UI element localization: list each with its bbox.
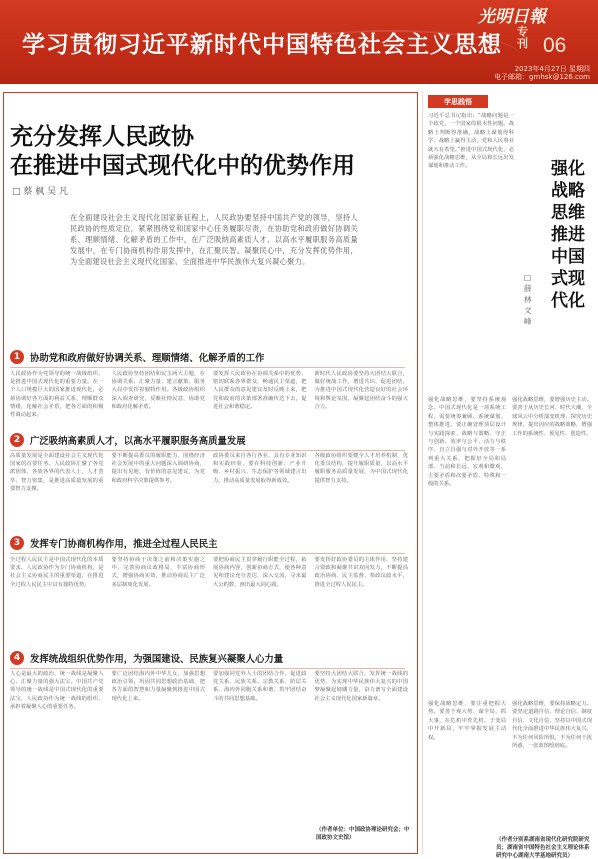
- text-column: 人民政协作为党领导的统一战线组织，是推进中国式现代化的重要力量。在一个人口规模巨大的国家推进现代化，必须协调好各方面的利益关系，理顺群众情绪，化解社会矛盾，把各方面的积极性调动起来。: [10, 371, 104, 419]
- section-heading-4: [10, 650, 405, 666]
- page-banner: [0, 0, 598, 84]
- side-headline: 强化战略思维 推进中国式现代化: [551, 159, 585, 311]
- text-column: 要发挥好政协委员的主体作用，坚持建言资政和凝聚共识双向发力，不断提高政治协商、民主监督、参政议政水平，推进全过程人民民主。: [314, 557, 408, 588]
- side-text-column-d: 强化战略思维，要保持战略定力。要坚定道路自信、理论自信、制度自信、文化自信，坚持以中国式现代化全面推进中华民族伟大复兴，不为任何风险所惧，不为任何干扰所惑，一张蓝图绘到底。: [512, 701, 592, 750]
- side-text-column-c: 强化战略思维，要注重把握大势。要善于观大势、谋全局、抓大事，在危机中育先机、于变局中开新局，牢牢掌握发展主动权。: [428, 701, 506, 741]
- side-text-column-b: 强化战略思维，要增强历史主动。要善于从历史长河、时代大潮、全球风云中分析演变机理、探究历史规律，提出因应的战略策略，增强工作的系统性、预见性、创造性。: [512, 397, 592, 437]
- banner-title: 学习贯彻习近平新时代中国特色社会主义思想: [22, 32, 502, 58]
- feature-tag: 学思践悟: [428, 95, 488, 108]
- text-column: 要把协商民主贯穿履行职能全过程，拓展协商内容，创新协商方式，使各种意见和建议充分表达、深入交流，寻求最大公约数、画出最大同心圆。: [213, 557, 307, 588]
- text-column: 要加强同党外人士的团结合作，促进政党关系、民族关系、宗教关系、阶层关系、海内外同胞关系和谐，筑牢团结奋斗的共同思想基础。: [213, 671, 307, 702]
- text-column: 要坚持大团结大联合，发挥统一战线的优势，为实现中华民族伟大复兴的中国梦凝聚起磅礴力量，奋力谱写全面建设社会主义现代化国家新篇章。: [314, 671, 408, 702]
- section-heading-1: [10, 349, 405, 365]
- section-title: 协助党和政府做好协调关系、理顺情绪、化解矛盾的工作: [30, 353, 265, 364]
- text-column: 人民政协坚持团结和民主两大主题，在协调关系、汇聚力量、建言献策、服务大局中发挥着独特作用。各级政协组织深入调查研究，反映社情民意，协助党和政府化解矛盾。: [111, 371, 205, 410]
- side-author: □ 薛 林 文 峰: [524, 273, 532, 326]
- article-credit: （作者单位：中国政协理论研究会；中国政协文史馆）: [316, 827, 410, 841]
- editor-email: 电子邮箱：gmhsk@126.com: [494, 73, 590, 81]
- section-number-badge: 3: [10, 536, 24, 550]
- section-body-3: [10, 556, 408, 648]
- text-column: 全过程人民民主是中国式现代化的本质要求。人民政协作为专门协商机构，是社会主义协商民主的重要渠道，在推进全过程人民民主中具有独特优势。: [10, 557, 104, 588]
- banner-subtitle: 专刊: [517, 25, 528, 50]
- newspaper-logo: 光明日報: [478, 7, 546, 27]
- text-column: 新时代人民政协要坚持大团结大联合，做好统战工作，增进共识、促进团结，为推进中国式现代化营造良好的社会环境和舆论氛围，凝聚起团结奋斗的强大合力。: [314, 371, 408, 410]
- text-column: 要发挥人民政协在协调关系中的优势，密切联系各界群众，畅通民主渠道，把人民群众的意见建议及时反映上来，把党和政府的决策部署准确传达下去，促进社会和谐稳定。: [213, 371, 307, 410]
- text-column: 要广泛团结海内外中华儿女，加强思想政治引领，巩固共同思想政治基础，把各方面的智慧和力量凝聚到推进中国式现代化上来。: [111, 671, 205, 702]
- section-number-badge: 4: [10, 651, 24, 665]
- article-headline: [10, 122, 355, 180]
- section-title: 广泛吸纳高素质人才，以高水平履职服务高质量发展: [30, 436, 246, 447]
- section-heading-2: [10, 432, 405, 448]
- section-body-2: [10, 452, 408, 532]
- article-byline: □ 蔡 枫 吴 凡: [12, 187, 68, 197]
- side-intro-text: 习近平总书记指出：“战略问题是一个政党、一个国家的根本性问题。战略上判断得准确，战略上谋划得科学，战略上赢得主动，党和人民事业就大有希望。”推进中国式现代化，必须强化战略思维，从全局和长远出发谋划和推动工作。: [428, 113, 514, 170]
- section-body-1: [10, 370, 408, 432]
- text-column: 政协委员来自各行各业，具有专业知识和实践经验，要在科技创新、产业升级、乡村振兴、生态保护等领域建言出力，推动高质量发展取得新成效。: [213, 453, 307, 484]
- section-divider: [10, 668, 405, 669]
- text-column: 人心是最大的政治，统一战线是凝聚人心、汇聚力量的强大法宝。中国共产党领导的统一战线是中国式现代化的重要法宝，人民政协作为统一战线的组织，承担着凝聚人心的重要任务。: [10, 671, 104, 710]
- section-title: 发挥统战组织优势作用，为强国建设、民族复兴凝聚人心力量: [30, 654, 284, 665]
- text-column: 各级政协组织要健全人才培养机制，优化委员结构，提升履职质量，以高水平履职服务高质量发展，为中国式现代化提供智力支持。: [314, 453, 408, 484]
- section-title: 发挥专门协商机构作用，推进全过程人民民主: [30, 539, 218, 550]
- section-divider: [10, 553, 405, 554]
- section-body-4: [10, 670, 408, 820]
- headline-line-2: 在推进中国式现代化中的优势作用: [10, 152, 355, 179]
- section-number-badge: 1: [10, 350, 24, 364]
- section-heading-3: [10, 535, 405, 551]
- text-column: 高质量发展是全面建设社会主义现代化国家的首要任务。人民政协汇聚了各党派团体、各族各界的代表人士，人才荟萃、智力密集，是推进高质量发展的重要智力支撑。: [10, 453, 104, 492]
- headline-line-1: 充分发挥人民政协: [10, 123, 194, 150]
- section-number-badge: 2: [10, 433, 24, 447]
- text-column: 要不断提高委员的履职能力，围绕经济社会发展中的重大问题深入调研协商，提出有见地、有价值的意见建议，为党和政府科学决策提供参考。: [111, 453, 205, 484]
- column-divider: [422, 92, 423, 854]
- page-number: 06: [543, 34, 567, 57]
- side-text-column-a: 强化战略思维，要坚持系统观念。中国式现代化是一项系统工程，需要统筹兼顾、系统谋划、整体推进。要正确处理顶层设计与实践探索、战略与策略、守正与创新、效率与公平、活力与秩序、自立自强与对外开放等一系列重大关系，把握好全局和局部、当前和长远、宏观和微观、主要矛盾和次要矛盾、特殊和一般的关系。: [428, 397, 506, 488]
- section-divider: [10, 367, 405, 368]
- text-column: 要坚持协商于决策之前和决策实施之中，完善协商议政格局，丰富协商形式，增强协商实效，推动协商民主广泛多层制度化发展。: [111, 557, 205, 588]
- side-credit: （作者分别系湖南省现代化研究院研究员；湖南省中国特色社会主义理论体系研究中心湖南大学基地研究员）: [496, 837, 590, 859]
- article-summary: 在全面建设社会主义现代化国家新征程上，人民政协要坚持中国共产党的领导，坚持人民政协的性质定位，紧紧围绕党和国家中心任务履职尽责，在协助党和政府做好协调关系、理顺情绪、化解矛盾的工作中，在广泛吸纳高素质人才、以高水平履职服务高质量发展中，在专门协商机构作用发挥中，在汇聚民智、凝聚民心中，充分发挥优势作用，为全面建设社会主义现代化国家、全面推进中华民族伟大复兴凝心聚力。: [70, 213, 358, 266]
- issue-date: 2023年4月27日 星期四: [514, 65, 590, 73]
- section-divider: [10, 450, 405, 451]
